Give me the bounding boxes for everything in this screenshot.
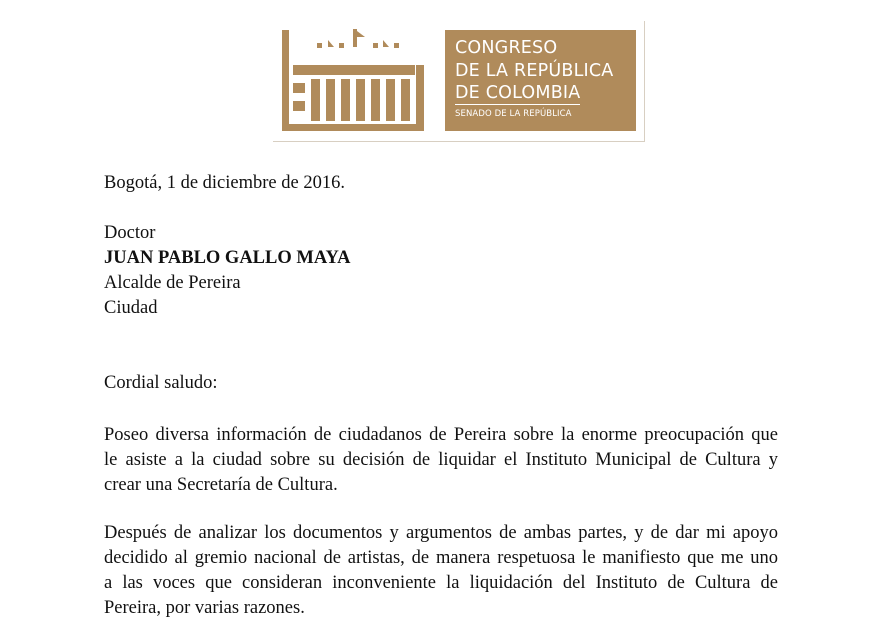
salutation: Cordial saludo: — [104, 373, 218, 393]
recipient-role: Alcalde de Pereira — [104, 273, 241, 293]
recipient-city: Ciudad — [104, 298, 158, 318]
paragraph-1-line: le asiste a la ciudad sobre su decisión de liquidar el Instituto Municipal de Cultura y — [104, 450, 778, 470]
paragraph-2-line: decidido al gremio nacional de artistas, de manera respetuosa le manifiesto que me uno — [104, 548, 778, 568]
paragraph-1-line: crear una Secretaría de Cultura. — [104, 475, 338, 495]
recipient-name: JUAN PABLO GALLO MAYA — [104, 248, 351, 268]
paragraph-2-line: a las voces que consideran inconveniente la liquidación del Instituto de Cultura de — [104, 573, 778, 593]
paragraph-2-line: Después de analizar los documentos y argumentos de ambas partes, y de dar mi apoyo — [104, 523, 778, 543]
paragraph-2-line: Pereira, por varias razones. — [104, 598, 305, 618]
logo-subline: SENADO DE LA REPÚBLICA — [455, 109, 572, 119]
senate-logo — [273, 21, 645, 142]
paragraph-2 — [104, 521, 778, 621]
logo-line-colombia: DE COLOMBIA — [455, 83, 581, 103]
logo-line-republica: DE LA REPÚBLICA — [455, 61, 614, 81]
paragraph-1 — [104, 423, 778, 498]
paragraph-1-line: Poseo diversa información de ciudadanos de Pereira sobre la enorme preocupación que — [104, 425, 778, 445]
logo-text — [455, 37, 613, 119]
logo-line-congreso: CONGRESO — [455, 38, 558, 58]
letter-date: Bogotá, 1 de diciembre de 2016. — [104, 173, 345, 193]
recipient-title: Doctor — [104, 223, 156, 243]
